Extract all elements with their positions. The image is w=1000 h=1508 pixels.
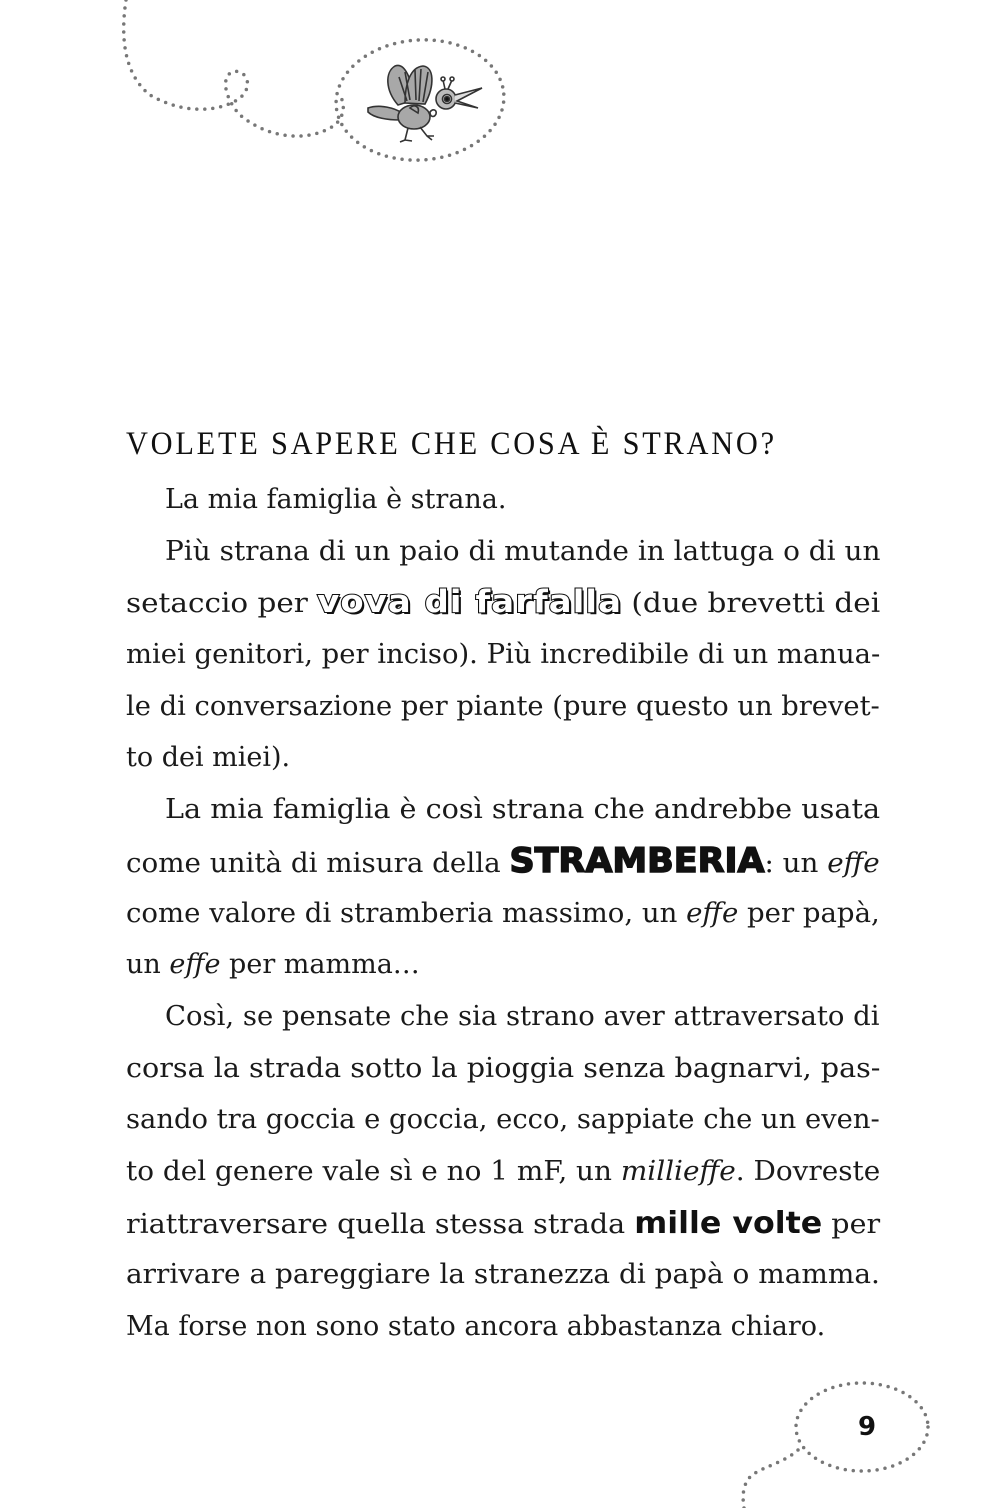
text-span: per [822, 1208, 881, 1240]
text-span: come unità di misura della [126, 847, 510, 879]
decorative-word: STRAMBERIA [509, 840, 765, 881]
text-span: riattraversare quella stessa strada [126, 1208, 635, 1240]
text-line: La mia famiglia è così strana che andrebbe usata [165, 794, 881, 826]
text-span: : un [764, 847, 828, 879]
text-line [126, 1198, 880, 1250]
dotted-swirl-top [124, 0, 344, 136]
text-line: le di conversazione per piante (pure questo un brevet- [126, 690, 880, 722]
bird-icon [368, 65, 482, 142]
text-span: per papà, [738, 897, 880, 929]
page-number: 9 [858, 1412, 877, 1442]
text-span: setaccio per [126, 588, 318, 620]
paragraph-4 [126, 991, 880, 1043]
decorative-phrase: mille volte [634, 1205, 823, 1241]
text-span: per mamma… [220, 949, 420, 981]
paragraph-3 [126, 784, 880, 836]
text-line: to dei miei). [126, 742, 291, 774]
text-line: Ma forse non sono stato ancora abbastanza chiaro. [126, 1311, 826, 1342]
text-line [126, 888, 880, 940]
section-heading: VOLETE SAPERE CHE COSA È STRANO? [126, 426, 777, 462]
text-line: Più strana di un paio di mutande in lattuga o di un [165, 535, 881, 567]
italic-term: effe [686, 897, 739, 929]
text-span: come valore di stramberia massimo, un [126, 897, 687, 929]
text-line [126, 577, 880, 629]
text-line: La mia famiglia è strana. [165, 484, 507, 515]
italic-term: effe [827, 847, 880, 879]
text-line: corsa la strada sotto la pioggia senza bagnarvi, pas- [126, 1052, 881, 1084]
italic-term: effe [169, 949, 221, 981]
text-line [126, 836, 880, 888]
text-span: . Dovreste [735, 1155, 881, 1187]
paragraph-1 [126, 474, 880, 526]
text-span: to del genere vale sì e no 1 mF, un [126, 1155, 621, 1187]
italic-term: millieffe [620, 1155, 736, 1187]
text-line [126, 1146, 880, 1198]
text-line: sando tra goccia e goccia, ecco, sappiate che un even- [126, 1104, 880, 1136]
decorative-phrase: vova di farfalla [317, 584, 623, 621]
body-text [126, 474, 880, 1353]
text-line: arrivare a pareggiare la stranezza di papà o mamma. [126, 1259, 880, 1291]
paragraph-2 [126, 526, 880, 578]
text-span: (due brevetti dei [622, 588, 881, 620]
text-line [126, 939, 880, 991]
text-line: miei genitori, per inciso). Più incredibile di un manua- [126, 639, 881, 671]
text-span: un [126, 949, 170, 981]
dotted-swirl-bottom [743, 1450, 798, 1508]
text-line: Così, se pensate che sia strano aver attraversato di [165, 1000, 880, 1032]
